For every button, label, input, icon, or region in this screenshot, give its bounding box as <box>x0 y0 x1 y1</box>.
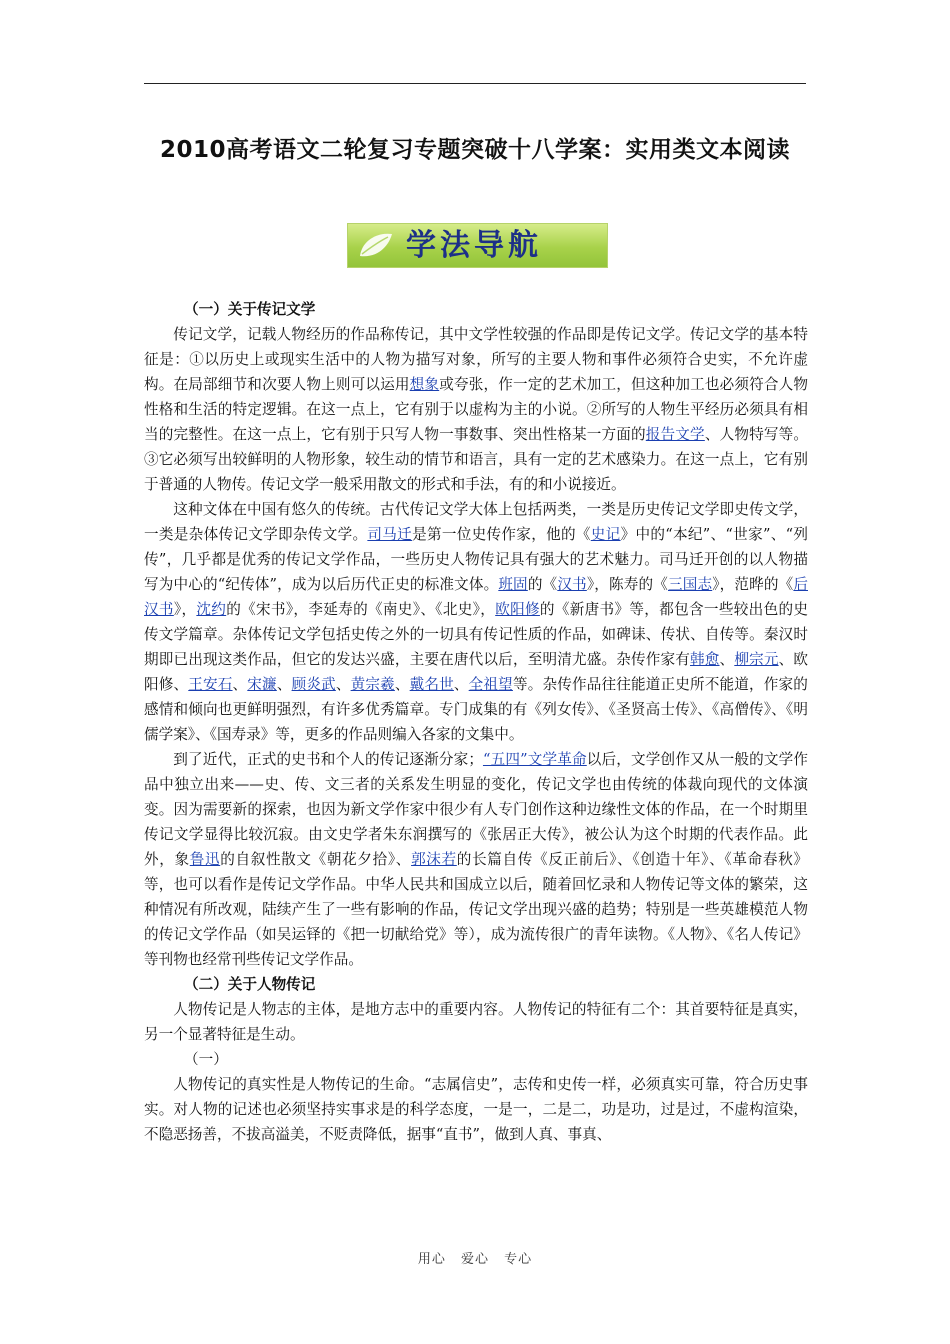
study-guide-banner <box>347 223 608 268</box>
term-link[interactable]: 想象 <box>409 376 440 393</box>
paragraph: 人物传记是人物志的主体，是地方志中的重要内容。人物传记的特征有二个：其首要特征是真实，另一个显著特征是生动。 <box>144 1001 808 1043</box>
footer-text: 用心 <box>417 1252 446 1267</box>
paragraph: 传记文学，记载人物经历的作品称传记，其中文学性较强的作品即是传记文学。传记文学的基本特征是：①以历史上或现实生活中的人物为描写对象，所写的主要人物和事件必须符合史实，不允许虚构。在局部细节和次要人物上则可以运用想象或夸张，作一定的艺术加工，但这种加工也必须符合人物性格和生活的特定逻辑。在这一点上，它有别于以虚构为主的小说。②所写的人物生平经历必须具有相当的完整性。在这一点上，它有别于只写人物一事数事、突出性格某一方面的报告文学、人物特写等。③它必须写出较鲜明的人物形象，较生动的情节和语言，具有一定的艺术感染力。在这一点上，它有别于普通的人物传。传记文学一般采用散文的形式和手法，有的和小说接近。 <box>144 326 808 493</box>
term-link[interactable]: 全祖望 <box>468 676 513 693</box>
term-link[interactable]: “五四”文学革命 <box>482 751 587 768</box>
footer-text: 专心 <box>504 1252 533 1267</box>
term-link[interactable]: 三国志 <box>667 576 713 593</box>
leaf-icon <box>356 230 396 262</box>
section-heading-biographical-literature: （一）关于传记文学 <box>184 301 316 318</box>
term-link[interactable]: 汉书 <box>557 576 587 593</box>
term-link[interactable]: 黄宗羲 <box>350 676 395 693</box>
term-link[interactable]: 宋濂 <box>247 676 277 693</box>
paragraph: 这种文体在中国有悠久的传统。古代传记文学大体上包括两类，一类是历史传记文学即史传文学，一类是杂体传记文学即杂传文学。司马迁是第一位史传作家，他的《史记》中的“本纪”、“世家”、“列传”，几乎都是优秀的传记文学作品，一些历史人物传记具有强大的艺术魅力。司马迁开创的以人物描写为中心的“纪传体”，成为以后历代正史的标准文体。班固的《汉书》，陈寿的《三国志》，范晔的《后汉书》，沈约的《宋书》，李延寿的《南史》、《北史》，欧阳修的《新唐书》等，都包含一些较出色的史传文学篇章。杂体传记文学包括史传之外的一切具有传记性质的作品，如碑诔、传状、自传等。秦汉时期即已出现这类作品，但它的发达兴盛，主要在唐代以后，至明清尤盛。杂传作家有韩愈、柳宗元、欧阳修、王安石、宋濂、顾炎武、黄宗羲、戴名世、全祖望等。杂传作品往往能道正史所不能道，作家的感情和倾向也更鲜明强烈，有许多优秀篇章。专门成集的有《列女传》、《圣贤高士传》、《高僧传》、《明儒学案》、《国寿录》等，更多的作品则编入各家的文集中。 <box>144 501 808 743</box>
footer-text: 爱心 <box>460 1252 489 1267</box>
term-link[interactable]: 司马迁 <box>367 526 413 543</box>
term-link[interactable]: 报告文学 <box>645 426 705 443</box>
term-link[interactable]: 欧阳修 <box>495 601 540 618</box>
term-link[interactable]: 后汉书 <box>144 576 808 618</box>
subsection-label: （一） <box>184 1051 228 1068</box>
term-link[interactable]: 韩愈 <box>690 651 720 668</box>
term-link[interactable]: 沈约 <box>196 601 227 618</box>
page-footer <box>0 1248 950 1267</box>
term-link[interactable]: 王安石 <box>188 676 233 693</box>
term-link[interactable]: 史记 <box>590 526 621 543</box>
article-body <box>144 297 808 1147</box>
term-link[interactable]: 顾炎武 <box>291 676 336 693</box>
term-link[interactable]: 郭沫若 <box>411 851 457 868</box>
term-link[interactable]: 班固 <box>498 576 528 593</box>
paragraph: 到了近代，正式的史书和个人的传记逐渐分家；“五四”文学革命以后，文学创作又从一般的文学作品中独立出来——史、传、文三者的关系发生明显的变化，传记文学也由传统的体裁向现代的文体演变。因为需要新的探索，也因为新文学作家中很少有人专门创作这种边缘性文体的作品，在一个时期里传记文学显得比较沉寂。由文史学者朱东润撰写的《张居正大传》，被公认为这个时期的代表作品。此外，象鲁迅的自叙性散文《朝花夕拾》、郭沫若的长篇自传《反正前后》、《创造十年》、《革命春秋》等，也可以看作是传记文学作品。中华人民共和国成立以后，随着回忆录和人物传记等文体的繁荣，这种情况有所改观，陆续产生了一些有影响的作品，传记文学出现兴盛的趋势；特别是一些英雄模范人物的传记文学作品（如吴运铎的《把一切献给党》等），成为流传很广的青年读物。《人物》、《名人传记》等刊物也经常刊些传记文学作品。 <box>144 751 808 968</box>
paragraph: 人物传记的真实性是人物传记的生命。“志属信史”，志传和史传一样，必须真实可靠，符合历史事实。对人物的记述也必须坚持实事求是的科学态度，一是一，二是二，功是功，过是过，不虚构渲染，不隐恶扬善，不拔高溢美，不贬责降低，据事“直书”，做到人真、事真、 <box>144 1076 808 1143</box>
banner-text: 学法导航 <box>406 228 542 263</box>
term-link[interactable]: 戴名世 <box>409 676 454 693</box>
document-title: 2010高考语文二轮复习专题突破十八学案：实用类文本阅读 <box>159 137 790 163</box>
term-link[interactable]: 柳宗元 <box>734 651 779 668</box>
header-rule <box>144 83 806 84</box>
section-heading-person-biography: （二）关于人物传记 <box>184 976 316 993</box>
term-link[interactable]: 鲁迅 <box>189 851 221 868</box>
